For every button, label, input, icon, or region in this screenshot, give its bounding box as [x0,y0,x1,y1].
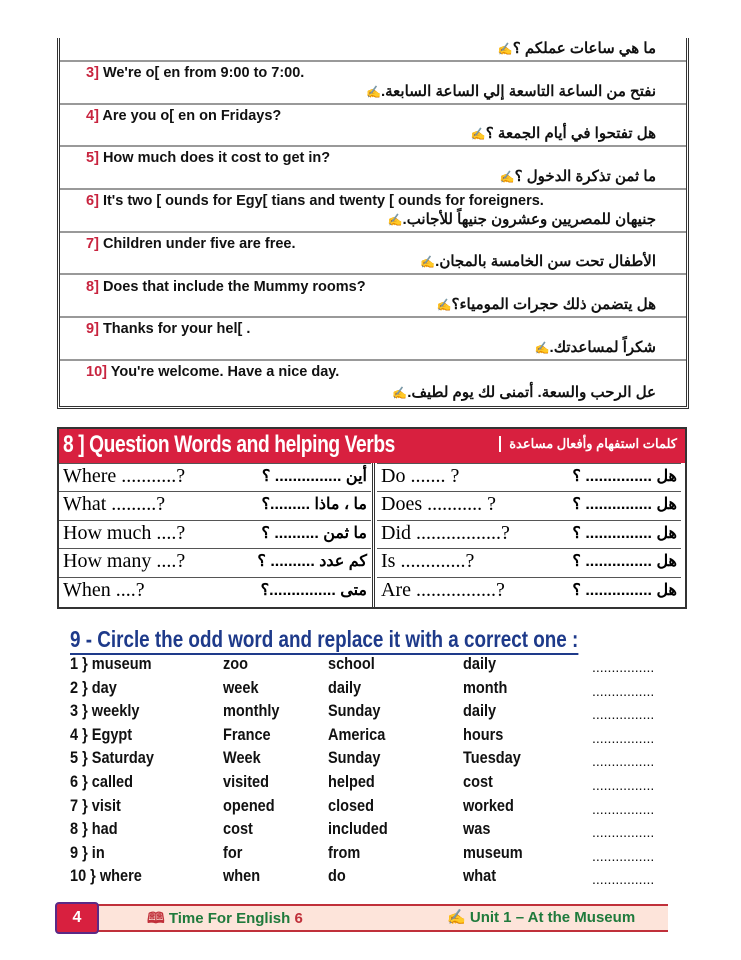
english-phrase: Where ...........? [63,465,186,487]
word: daily [463,655,497,673]
english-phrase: Is .............? [381,550,475,573]
question-row [59,520,371,548]
word: visited [223,773,270,791]
word: 2 } day [70,678,117,697]
dialogue-row [60,105,686,148]
arabic-line: هل يتضمن ذلك حجرات المومياء؟✍ [436,296,656,314]
question-row [59,491,371,519]
word: school [328,655,375,673]
answer-blank[interactable]: ................ [592,871,655,888]
word: Sunday [328,702,381,721]
word: opened [223,796,275,815]
dialogue-row [60,38,686,62]
question-row [377,577,681,605]
pen-icon: ✍ [420,255,436,270]
arabic-line: الأطفال تحت سن الخامسة بالمجان.✍ [420,253,656,271]
question-row [59,548,371,576]
arabic-phrase: أين ............... ؟ [261,468,367,485]
answer-blank[interactable]: ................ [592,753,655,770]
word: daily [328,678,362,697]
dialogue-row [60,233,686,276]
word: do [328,867,346,886]
word: hours [463,725,504,744]
word: zoo [223,655,249,673]
dialogue-row [60,62,686,105]
english-line: 5] How much does it cost to get in? [86,150,331,167]
arabic-phrase: متى ...............؟ [260,581,367,599]
dialogue-row [60,147,686,190]
word: Week [223,749,261,768]
pen-icon: ✍ [470,127,486,142]
dialogue-row [60,318,686,361]
english-phrase: When ....? [63,578,145,601]
question-row [59,577,371,605]
dialogue-box [57,38,689,409]
english-line: 10] You're welcome. Have a nice day. [86,363,340,380]
odd-word-row [70,679,680,702]
unit-title: ✍ Unit 1 – At the Museum [447,909,636,926]
word: Tuesday [463,749,521,768]
odd-word-row [70,773,680,796]
arabic-line: هل تفتحوا في أيام الجمعة ؟✍ [470,125,656,143]
arabic-line: ما ثمن تذكرة الدخول ؟✍ [499,168,656,186]
book-title: 🕮 Time For English 6 [147,910,303,927]
answer-blank[interactable]: ................ [592,824,655,841]
arabic-phrase: هل ............... ؟ [572,468,677,485]
arabic-phrase: هل ............... ؟ [572,524,677,542]
word: from [328,843,361,862]
answer-blank[interactable]: ................ [592,729,655,746]
pen-icon: ✍ [497,42,513,56]
english-line: 3] We're o[ en from 9:00 to 7:00. [86,65,305,81]
section-9-title: 9 - Circle the odd word and replace it with a correct one : [70,626,578,655]
word: month [463,678,508,697]
word: daily [463,702,497,721]
section-8-title: 8 ] Question Words and helping Verbs [63,431,395,458]
word: week [223,678,259,697]
question-words-table [57,427,687,609]
odd-word-row [70,844,680,867]
english-line: 9] Thanks for your hel[ . [86,321,251,338]
odd-word-row [70,820,680,843]
arabic-phrase: ما ، ماذا .........؟ [261,496,367,514]
answer-blank[interactable]: ................ [592,800,655,817]
pen-icon: ✍ [499,170,515,185]
word: worked [463,796,514,815]
arabic-phrase: كم عدد .......... ؟ [257,553,367,571]
pen-icon: ✍ [534,340,550,355]
word: included [328,820,388,839]
arabic-phrase: ما ثمن .......... ؟ [261,524,367,542]
english-phrase: Did .................? [381,521,510,544]
arabic-line: جنيهان للمصريين وعشرون جنيهاً للأجانب.✍ [387,210,656,228]
arabic-line: عل الرحب والسعة. أتمنى لك يوم لطيف.✍ [392,383,656,401]
odd-word-row [70,702,680,725]
odd-word-row [70,749,680,772]
english-phrase: Do ....... ? [381,465,460,487]
english-line: 4] Are you o[ en on Fridays? [86,107,282,124]
section-8-title-arabic: كلمات استفهام وأفعال مساعدة [499,436,677,452]
answer-blank[interactable]: ................ [592,847,655,864]
question-row [59,463,371,491]
word: what [463,867,497,886]
odd-word-row [70,726,680,749]
section-8-header [59,429,685,463]
odd-word-row [70,655,680,678]
arabic-phrase: هل ............... ؟ [572,553,677,571]
word: 7 } visit [70,796,121,815]
english-line: 6] It's two [ ounds for Egy[ tians and twenty [ ounds for foreigners. [86,193,544,210]
column-divider [372,463,375,607]
word: when [223,867,261,886]
arabic-line: ما هي ساعات عملكم ؟✍ [497,40,656,57]
answer-blank[interactable]: ................ [592,682,655,699]
english-phrase: How much ....? [63,521,186,544]
word: was [463,820,491,839]
book-icon: 🕮 [147,910,165,927]
answer-blank[interactable]: ................ [592,659,655,675]
english-phrase: Does ........... ? [381,493,496,516]
odd-word-row [70,867,680,890]
dialogue-row [60,276,686,319]
word: 9 } in [70,843,105,862]
pen-icon: ✍ [387,212,403,227]
dialogue-row [60,361,686,404]
english-phrase: Are ................? [381,578,505,601]
arabic-phrase: هل ............... ؟ [572,496,677,514]
word: 4 } Egypt [70,725,133,744]
english-line: 7] Children under five are free. [86,235,296,252]
word: America [328,725,386,744]
question-row [377,491,681,519]
page-footer [57,904,668,932]
word: museum [463,843,523,862]
question-row [377,548,681,576]
pen-icon: ✍ [436,298,452,313]
english-line: 8] Does that include the Mummy rooms? [86,278,366,295]
word: 1 } museum [70,655,152,673]
word: 3 } weekly [70,702,140,721]
word: 5 } Saturday [70,749,154,768]
word: France [223,725,271,744]
arabic-line: شكراً لمساعدتك.✍ [534,338,656,356]
word: monthly [223,702,280,721]
word: 8 } had [70,820,118,839]
english-phrase: What .........? [63,493,166,516]
word: 10 } where [70,867,142,886]
word: helped [328,773,375,791]
word: cost [223,820,253,839]
question-row [377,520,681,548]
pen-icon: ✍ [366,84,381,99]
odd-word-row [70,797,680,820]
word: Sunday [328,749,381,768]
pen-icon: ✍ [392,385,408,400]
english-phrase: How many ....? [63,550,186,573]
answer-blank[interactable]: ................ [592,777,655,793]
word: for [223,843,243,862]
page-number: 4 [55,902,99,934]
word: cost [463,773,493,791]
word: closed [328,796,375,815]
answer-blank[interactable]: ................ [592,706,655,723]
arabic-phrase: هل ............... ؟ [572,581,677,599]
arabic-line: نفتح من الساعة التاسعة إلي الساعة السابعة.✍ [366,82,656,100]
question-row [377,463,681,491]
pen-icon: ✍ [447,909,466,926]
dialogue-row [60,190,686,233]
word: 6 } called [70,773,133,791]
